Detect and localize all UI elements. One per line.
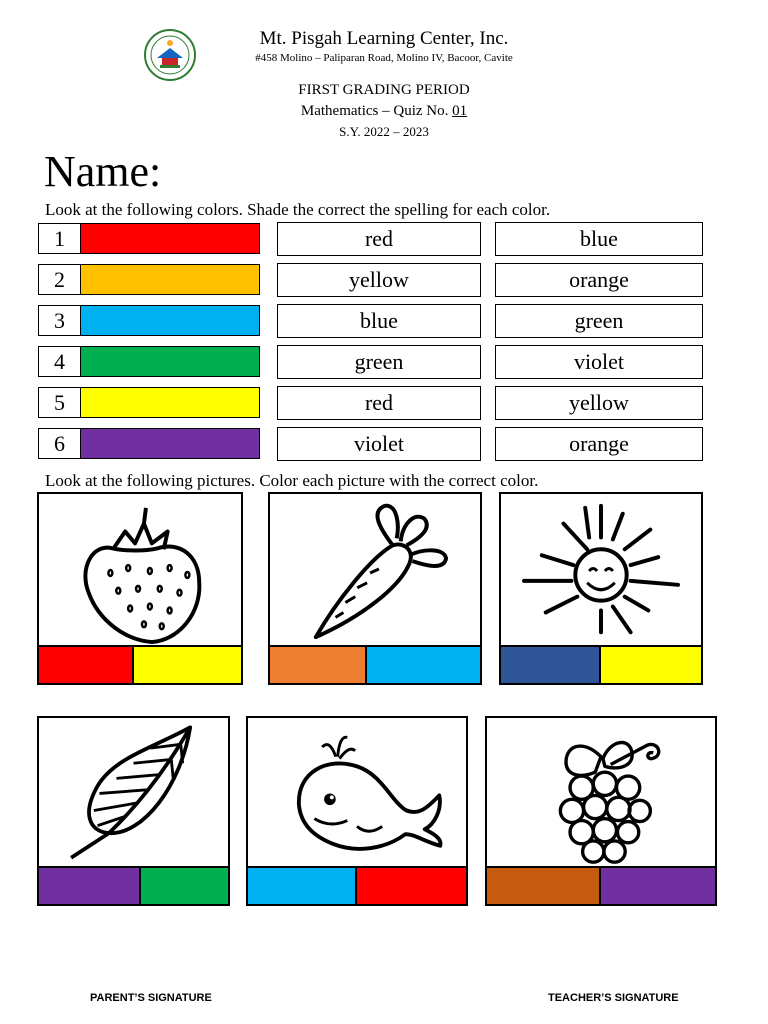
instruction-pictures: Look at the following pictures. Color each picture with the correct color.: [45, 471, 539, 490]
sun-icon: [501, 494, 701, 647]
grading-period: FIRST GRADING PERIOD: [298, 82, 470, 98]
teacher-signature-label: TEACHER’S SIGNATURE: [548, 992, 679, 1004]
quiz-title: [180, 103, 588, 120]
color-option-right[interactable]: [367, 645, 480, 683]
spelling-option-left[interactable]: blue: [277, 304, 481, 338]
picture-card: [37, 716, 230, 906]
color-swatch: [81, 428, 260, 459]
spelling-option-right[interactable]: violet: [495, 345, 703, 379]
spelling-option-left[interactable]: red: [277, 386, 481, 420]
color-option-right[interactable]: [134, 645, 241, 683]
color-swatch: [81, 346, 260, 377]
color-option-left[interactable]: [487, 866, 601, 904]
spelling-option-left[interactable]: red: [277, 222, 481, 256]
color-option-left[interactable]: [270, 645, 367, 683]
row-number: 4: [38, 346, 81, 377]
spelling-option-left[interactable]: green: [277, 345, 481, 379]
whale-icon: [248, 718, 466, 868]
row-number: 3: [38, 305, 81, 336]
color-option-right[interactable]: [357, 866, 466, 904]
spelling-option-right[interactable]: yellow: [495, 386, 703, 420]
school-address: #458 Molino – Paliparan Road, Molino IV, Bacoor, Cavite: [255, 52, 513, 64]
picture-card: [37, 492, 243, 685]
spelling-option-right[interactable]: orange: [495, 427, 703, 461]
row-number: 2: [38, 264, 81, 295]
spelling-option-right[interactable]: green: [495, 304, 703, 338]
color-swatch: [81, 264, 260, 295]
color-swatch: [81, 387, 260, 418]
school-year: S.Y. 2022 – 2023: [339, 124, 429, 139]
leaf-icon: [39, 718, 228, 868]
spelling-option-left[interactable]: yellow: [277, 263, 481, 297]
picture-card: [499, 492, 703, 685]
color-option-left[interactable]: [39, 645, 134, 683]
color-option-left[interactable]: [248, 866, 357, 904]
row-number: 1: [38, 223, 81, 254]
color-option-right[interactable]: [601, 866, 715, 904]
grapes-icon: [487, 718, 715, 868]
parent-signature-label: PARENT’S SIGNATURE: [90, 992, 212, 1004]
color-swatch: [81, 223, 260, 254]
row-number: 6: [38, 428, 81, 459]
spelling-option-right[interactable]: blue: [495, 222, 703, 256]
spelling-option-right[interactable]: orange: [495, 263, 703, 297]
color-option-right[interactable]: [141, 866, 228, 904]
picture-card: [485, 716, 717, 906]
color-option-left[interactable]: [501, 645, 601, 683]
color-swatch: [81, 305, 260, 336]
row-number: 5: [38, 387, 81, 418]
strawberry-icon: [39, 494, 241, 647]
color-option-right[interactable]: [601, 645, 701, 683]
picture-card: [246, 716, 468, 906]
name-label: Name:: [44, 147, 162, 196]
picture-card: [268, 492, 482, 685]
carrot-icon: [270, 494, 480, 647]
spelling-option-left[interactable]: violet: [277, 427, 481, 461]
color-option-left[interactable]: [39, 866, 141, 904]
school-name: Mt. Pisgah Learning Center, Inc.: [259, 28, 509, 49]
quiz-number: 01: [452, 103, 468, 119]
quiz-subject: Mathematics – Quiz No.: [300, 103, 453, 119]
instruction-colors: Look at the following colors. Shade the correct the spelling for each color.: [45, 200, 551, 219]
